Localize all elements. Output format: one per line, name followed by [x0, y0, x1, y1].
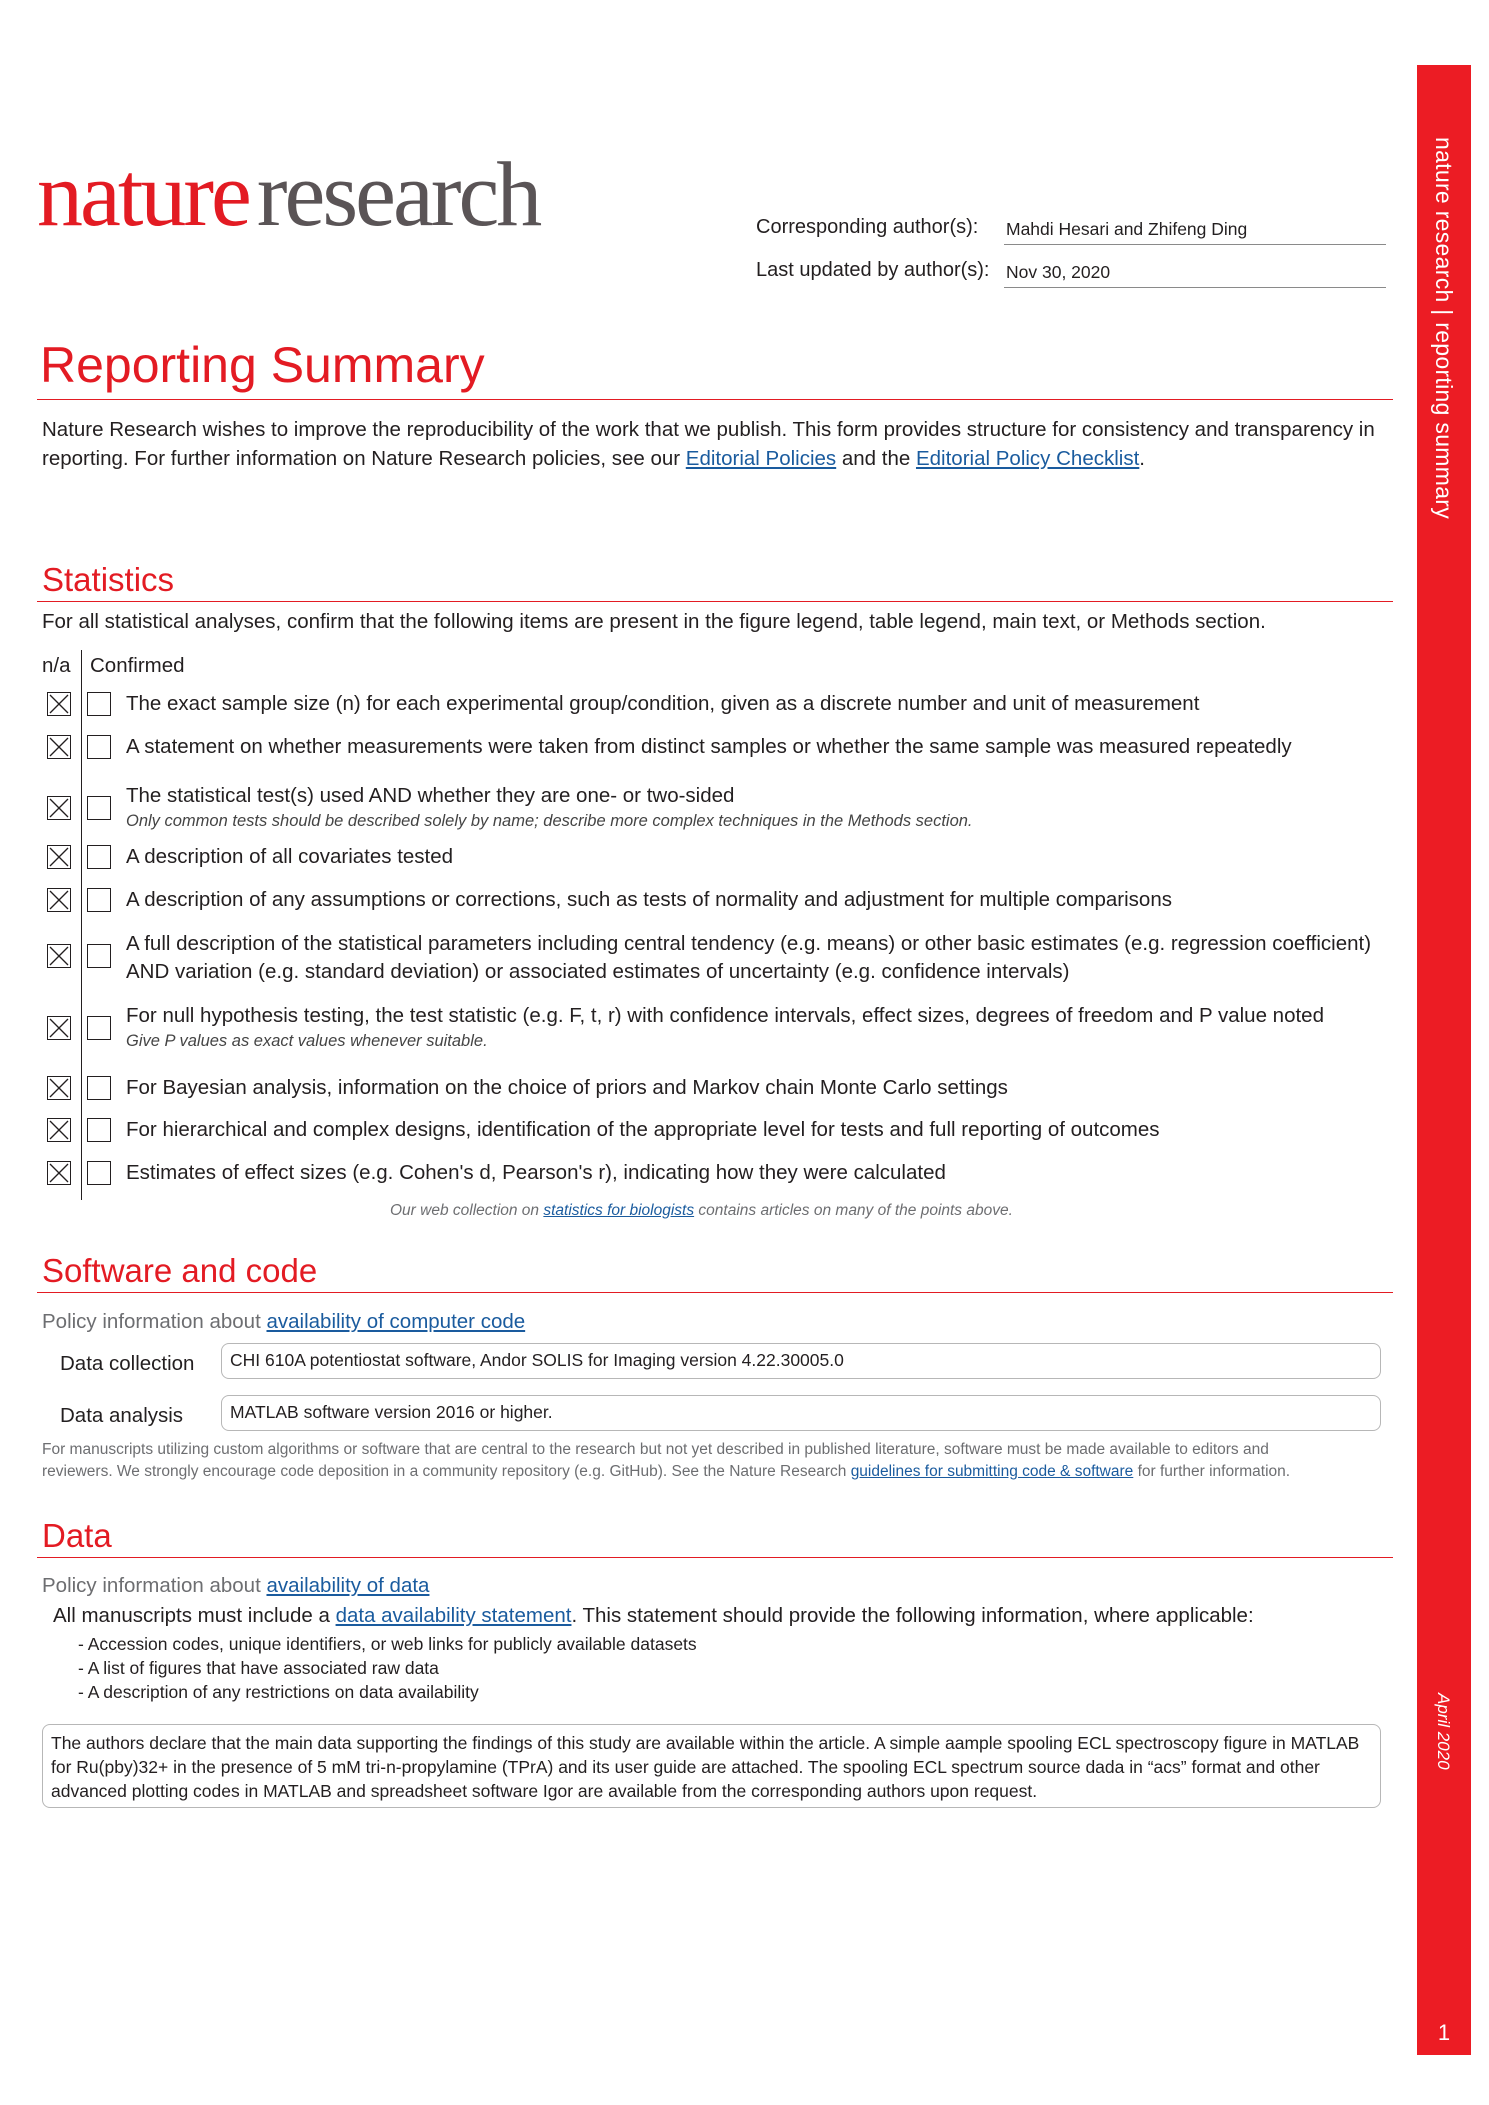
data-bullet-3: - A description of any restrictions on data availability — [78, 1682, 479, 1702]
statistics-item — [126, 1159, 946, 1187]
data-analysis-label: Data analysis — [60, 1404, 184, 1427]
na-checkbox[interactable] — [47, 796, 71, 820]
statistics-rule — [37, 601, 1393, 602]
statistics-item — [126, 690, 1199, 718]
logo-word-research: research — [256, 143, 540, 245]
statistics-item-text-continued: AND variation (e.g. standard deviation) or associated estimates of uncertainty (e.g. confidence intervals) — [126, 959, 1070, 983]
na-checkbox[interactable] — [47, 1161, 71, 1185]
statistics-item-text: For Bayesian analysis, information on the choice of priors and Markov chain Monte Carlo settings — [126, 1076, 1008, 1099]
confirmed-checkbox[interactable] — [87, 888, 111, 912]
checked-x-icon — [48, 1162, 70, 1184]
checked-x-icon — [48, 736, 70, 758]
intro-text-1: Nature Research wishes to improve the reproducibility of the work that we publish. This form provides structure for consistency and transparency in reporting. For further information on Nature Research policies, see our — [42, 418, 1375, 470]
confirmed-column-header: Confirmed — [90, 654, 185, 677]
software-heading: Software and code — [42, 1252, 318, 1289]
checked-x-icon — [48, 1119, 70, 1141]
software-policy-pre: Policy information about — [42, 1310, 267, 1333]
confirmed-checkbox[interactable] — [87, 692, 111, 716]
checked-x-icon — [48, 693, 70, 715]
software-note-post: for further information. — [1133, 1463, 1291, 1480]
statistics-item-text: The exact sample size (n) for each experimental group/condition, given as a discrete number and unit of measurement — [126, 692, 1200, 715]
editorial-policies-link[interactable]: Editorial Policies — [685, 446, 837, 470]
data-policy-pre: Policy information about — [42, 1574, 267, 1597]
na-checkbox[interactable] — [47, 1016, 71, 1040]
data-collection-label: Data collection — [60, 1352, 195, 1375]
data-requirement-pre: All manuscripts must include a — [53, 1604, 336, 1627]
confirmed-checkbox[interactable] — [87, 1076, 111, 1100]
na-checkbox[interactable] — [47, 692, 71, 716]
corresponding-author-row — [756, 216, 1006, 239]
statistics-item-text: For null hypothesis testing, the test statistic (e.g. F, t, r) with confidence intervals, effect sizes, degrees of freedom and P value noted — [126, 1004, 1324, 1027]
statistics-item-text: The statistical test(s) used AND whether they are one- or two-sided — [126, 784, 735, 807]
statistics-item-text: For hierarchical and complex designs, identification of the appropriate level for tests and full reporting of outcomes — [126, 1118, 1160, 1141]
last-updated-label: Last updated by author(s): — [756, 259, 990, 281]
statistics-item — [126, 733, 1292, 761]
na-checkbox[interactable] — [47, 944, 71, 968]
data-availability-statement-link[interactable]: data availability statement — [335, 1604, 572, 1627]
intro-paragraph — [42, 416, 1382, 473]
checked-x-icon — [48, 945, 70, 967]
title-rule — [37, 399, 1393, 400]
statistics-lead: For all statistical analyses, confirm that the following items are present in the figure legend, table legend, main text, or Methods section. — [42, 610, 1266, 633]
side-banner — [1417, 65, 1471, 2055]
statistics-footer-pre: Our web collection on — [390, 1202, 544, 1219]
intro-text-2: and the — [836, 446, 916, 470]
corresponding-author-field[interactable]: Mahdi Hesari and Zhifeng Ding — [1004, 219, 1386, 245]
software-policy — [42, 1310, 525, 1334]
na-checkbox[interactable] — [47, 1076, 71, 1100]
confirmed-checkbox[interactable] — [87, 1016, 111, 1040]
data-analysis-field[interactable]: MATLAB software version 2016 or higher. — [221, 1395, 1381, 1431]
checked-x-icon — [48, 846, 70, 868]
statistics-footer — [390, 1202, 1013, 1220]
checked-x-icon — [48, 797, 70, 819]
na-column-header: n/a — [42, 654, 71, 677]
availability-of-code-link[interactable]: availability of computer code — [266, 1310, 526, 1333]
statistics-item — [126, 886, 1172, 914]
last-updated-row — [756, 259, 1006, 282]
confirmed-checkbox[interactable] — [87, 735, 111, 759]
data-requirement — [53, 1604, 1254, 1628]
na-checkbox[interactable] — [47, 1118, 71, 1142]
availability-of-data-link[interactable]: availability of data — [266, 1574, 430, 1597]
software-note-line-2 — [42, 1463, 1290, 1481]
data-rule — [37, 1557, 1393, 1558]
data-bullet-1: - Accession codes, unique identifiers, or web links for publicly available datasets — [78, 1634, 697, 1654]
nature-research-logo — [37, 143, 540, 245]
confirmed-checkbox[interactable] — [87, 796, 111, 820]
statistics-footer-post: contains articles on many of the points above. — [694, 1202, 1013, 1219]
statistics-item-text: A description of all covariates tested — [126, 845, 454, 868]
data-policy — [42, 1574, 429, 1598]
na-checkbox[interactable] — [47, 888, 71, 912]
statistics-item — [126, 782, 973, 832]
statistics-item — [126, 1074, 1008, 1102]
code-guidelines-link[interactable]: guidelines for submitting code & software — [850, 1463, 1134, 1480]
editorial-policy-checklist-link[interactable]: Editorial Policy Checklist — [915, 446, 1140, 470]
na-checkbox[interactable] — [47, 735, 71, 759]
data-collection-field[interactable]: CHI 610A potentiostat software, Andor SOLIS for Imaging version 4.22.30005.0 — [221, 1343, 1381, 1379]
statistics-item — [126, 1002, 1324, 1052]
statistics-heading: Statistics — [42, 561, 175, 598]
corresponding-author-label: Corresponding author(s): — [756, 216, 979, 238]
checked-x-icon — [48, 1017, 70, 1039]
software-note-line-1: For manuscripts utilizing custom algorithms or software that are central to the research but not yet described in published literature, software must be made available to editors and — [42, 1441, 1269, 1458]
statistics-item — [126, 843, 453, 871]
statistics-for-biologists-link[interactable]: statistics for biologists — [543, 1202, 695, 1219]
confirmed-checkbox[interactable] — [87, 845, 111, 869]
data-availability-field[interactable]: The authors declare that the main data supporting the findings of this study are available within the article. A simple aample spooling ECL spectroscopy figure in MATLAB for Ru(pby)32+ in the presence of 5 mM tri-n-propylamine (TPrA) and its user guide are attached. The spooling ECL spectrum source dada in “acs” format and other advanced plotting codes in MATLAB and spreadsheet software Igor are available from the corresponding authors upon request. — [42, 1724, 1381, 1808]
checked-x-icon — [48, 889, 70, 911]
statistics-item-text: A full description of the statistical parameters including central tendency (e.g. means) or other basic estimates (e.g. regression coefficient) — [126, 932, 1372, 955]
confirmed-checkbox[interactable] — [87, 1118, 111, 1142]
intro-text-3: . — [1139, 446, 1145, 470]
checked-x-icon — [48, 1077, 70, 1099]
na-checkbox[interactable] — [47, 845, 71, 869]
confirmed-checkbox[interactable] — [87, 1161, 111, 1185]
page-number: 1 — [1437, 2020, 1451, 2045]
statistics-item-text: A description of any assumptions or corrections, such as tests of normality and adjustment for multiple comparisons — [126, 888, 1172, 911]
side-banner-title: nature research | reporting summary — [1431, 137, 1457, 520]
statistics-item — [126, 930, 1371, 985]
statistics-item-note: Only common tests should be described solely by name; describe more complex techniques in the Methods section. — [126, 811, 973, 830]
statistics-item-text: A statement on whether measurements were taken from distinct samples or whether the same sample was measured repeatedly — [126, 735, 1292, 758]
side-banner-date: April 2020 — [1434, 1693, 1453, 1770]
data-bullet-2: - A list of figures that have associated raw data — [78, 1658, 439, 1678]
logo-word-nature: nature — [37, 143, 249, 245]
statistics-item — [126, 1116, 1160, 1144]
page-title: Reporting Summary — [40, 337, 485, 393]
data-heading: Data — [42, 1517, 112, 1554]
statistics-item-note: Give P values as exact values whenever suitable. — [126, 1031, 488, 1050]
statistics-item-text: Estimates of effect sizes (e.g. Cohen's d, Pearson's r), indicating how they were calculated — [126, 1161, 946, 1184]
software-rule — [37, 1292, 1393, 1293]
confirmed-checkbox[interactable] — [87, 944, 111, 968]
software-note-pre: reviewers. We strongly encourage code deposition in a community repository (e.g. GitHub). See the Nature Research — [42, 1463, 851, 1480]
data-requirement-post: . This statement should provide the following information, where applicable: — [571, 1604, 1254, 1627]
last-updated-field[interactable]: Nov 30, 2020 — [1004, 262, 1386, 288]
column-divider — [81, 650, 82, 1200]
